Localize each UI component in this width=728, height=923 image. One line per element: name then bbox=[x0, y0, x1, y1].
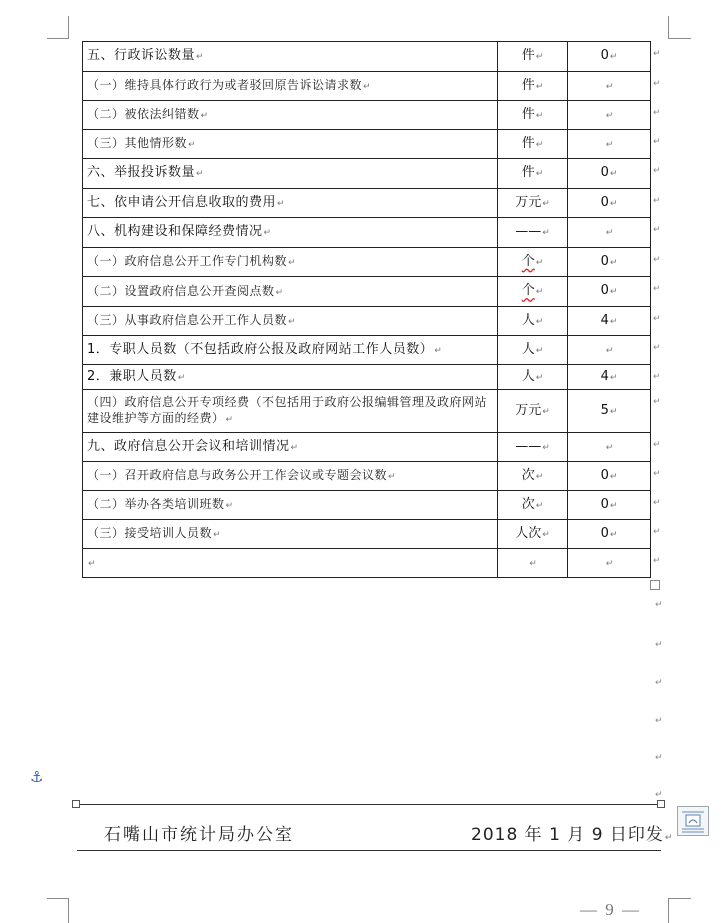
item-label: （二）设置政府信息公开查阅点数 bbox=[87, 283, 275, 298]
paragraph-mark: ↵ bbox=[605, 345, 614, 356]
unit-label: —— bbox=[515, 224, 542, 239]
paragraph-mark: ↵ bbox=[213, 530, 222, 540]
paragraph-mark: ↵ bbox=[609, 257, 618, 268]
paragraph-mark: ↵ bbox=[277, 198, 286, 209]
row-end-mark: ↵ bbox=[653, 498, 661, 508]
item-label: （四）政府信息公开专项经费（不包括用于政府公报编辑管理及政府网站建设维护等方面的经费） bbox=[87, 395, 488, 425]
empty-paragraph-mark: ↵ bbox=[655, 678, 663, 688]
empty-paragraph-mark: ↵ bbox=[655, 716, 663, 726]
crop-mark-bottom-left bbox=[47, 898, 69, 923]
table-row[interactable] bbox=[83, 462, 651, 491]
value-cell[interactable] bbox=[568, 549, 651, 578]
unit-label: 人 bbox=[521, 368, 535, 384]
empty-paragraph-mark: ↵ bbox=[655, 753, 663, 763]
paragraph-mark: ↵ bbox=[609, 500, 618, 511]
value-label: 0 bbox=[600, 467, 609, 483]
item-cell[interactable] bbox=[83, 520, 498, 549]
unit-cell[interactable] bbox=[498, 365, 568, 390]
unit-label: 万元 bbox=[515, 402, 542, 418]
paragraph-mark: ↵ bbox=[263, 228, 272, 238]
value-label: 0 bbox=[600, 283, 609, 298]
paragraph-mark: ↵ bbox=[605, 228, 614, 238]
paragraph-mark: ↵ bbox=[196, 52, 205, 62]
item-cell[interactable] bbox=[83, 365, 498, 390]
unit-label: 人 bbox=[521, 312, 535, 328]
unit-cell[interactable] bbox=[498, 101, 568, 130]
issue-date: 2018 年 1 月 9 日印发↵ bbox=[471, 825, 674, 845]
paragraph-mark: ↵ bbox=[535, 316, 544, 327]
table-row[interactable] bbox=[83, 101, 651, 130]
unit-label: 件 bbox=[521, 135, 535, 151]
value-cell[interactable] bbox=[568, 390, 651, 433]
row-end-mark: ↵ bbox=[653, 225, 661, 235]
row-end-mark: ↵ bbox=[653, 166, 661, 176]
paragraph-mark: ↵ bbox=[609, 471, 618, 482]
item-cell[interactable] bbox=[83, 336, 498, 365]
item-cell[interactable] bbox=[83, 248, 498, 277]
paragraph-mark: ↵ bbox=[605, 81, 614, 92]
paragraph-mark: ↵ bbox=[609, 406, 618, 417]
unit-cell[interactable] bbox=[498, 72, 568, 101]
paragraph-mark: ↵ bbox=[609, 52, 618, 62]
row-end-mark: ↵ bbox=[653, 343, 661, 353]
paragraph-mark: ↵ bbox=[275, 287, 284, 298]
paragraph-mark: ↵ bbox=[605, 110, 614, 121]
unit-cell[interactable] bbox=[498, 248, 568, 277]
statistics-table[interactable] bbox=[82, 41, 651, 578]
item-cell[interactable] bbox=[83, 491, 498, 520]
unit-label: 个 bbox=[521, 253, 535, 269]
row-end-mark: ↵ bbox=[653, 49, 661, 59]
paragraph-mark: ↵ bbox=[290, 442, 299, 453]
empty-paragraph-mark: ↵ bbox=[655, 640, 663, 650]
item-label: 七、依申请公开信息收取的费用 bbox=[87, 194, 277, 210]
table-row[interactable] bbox=[83, 248, 651, 277]
unit-cell[interactable] bbox=[498, 520, 568, 549]
paragraph-mark: ↵ bbox=[177, 372, 186, 383]
value-cell[interactable] bbox=[568, 248, 651, 277]
value-label: 4 bbox=[600, 312, 609, 328]
unit-cell[interactable] bbox=[498, 307, 568, 336]
unit-cell[interactable] bbox=[498, 159, 568, 189]
issuing-office: 石嘴山市统计局办公室 bbox=[104, 825, 294, 845]
table-row[interactable] bbox=[83, 390, 651, 433]
item-cell[interactable] bbox=[83, 101, 498, 130]
value-cell[interactable] bbox=[568, 433, 651, 462]
item-cell[interactable] bbox=[83, 549, 498, 578]
value-cell[interactable] bbox=[568, 520, 651, 549]
table-row[interactable] bbox=[83, 218, 651, 248]
row-end-mark: ↵ bbox=[653, 527, 661, 537]
footer-top-rule bbox=[77, 804, 661, 805]
item-cell[interactable] bbox=[83, 277, 498, 307]
unit-cell[interactable] bbox=[498, 336, 568, 365]
paragraph-mark: ↵ bbox=[605, 442, 614, 453]
value-label: 0 bbox=[600, 194, 609, 210]
paragraph-mark: ↵ bbox=[542, 198, 550, 209]
table-row[interactable] bbox=[83, 433, 651, 462]
value-cell[interactable] bbox=[568, 218, 651, 248]
item-cell[interactable] bbox=[83, 462, 498, 491]
item-label: （一）政府信息公开工作专门机构数 bbox=[87, 254, 288, 268]
row-end-mark: ↵ bbox=[653, 108, 661, 118]
paragraph-mark: ↵ bbox=[535, 139, 544, 150]
item-cell[interactable] bbox=[83, 390, 498, 433]
unit-label: 次 bbox=[521, 496, 535, 512]
unit-label: 人 bbox=[521, 341, 535, 357]
empty-paragraph-mark: ↵ bbox=[655, 600, 663, 610]
item-cell[interactable] bbox=[83, 72, 498, 101]
paragraph-mark: ↵ bbox=[609, 529, 618, 540]
paragraph-mark: ↵ bbox=[542, 442, 550, 453]
item-label: （三）从事政府信息公开工作人员数 bbox=[87, 313, 288, 327]
item-label: 2．兼职人员数 bbox=[87, 368, 177, 384]
value-label: 0 bbox=[600, 496, 609, 512]
unit-label: 个 bbox=[521, 283, 535, 298]
paragraph-mark: ↵ bbox=[188, 140, 197, 150]
unit-label: 件 bbox=[521, 77, 535, 93]
table-row[interactable] bbox=[83, 336, 651, 365]
paragraph-mark: ↵ bbox=[535, 81, 544, 92]
paragraph-mark: ↵ bbox=[535, 471, 544, 482]
paragraph-mark: ↵ bbox=[288, 317, 297, 327]
unit-cell[interactable] bbox=[498, 491, 568, 520]
value-label: 0 bbox=[600, 165, 609, 180]
paragraph-mark: ↵ bbox=[535, 110, 544, 121]
row-end-mark: ↵ bbox=[653, 255, 661, 265]
value-label: 0 bbox=[600, 48, 609, 63]
value-cell[interactable] bbox=[568, 42, 651, 72]
table-row[interactable] bbox=[83, 307, 651, 336]
table-row[interactable] bbox=[83, 365, 651, 390]
paragraph-mark: ↵ bbox=[535, 257, 544, 268]
table-row[interactable] bbox=[83, 189, 651, 218]
paragraph-mark: ↵ bbox=[609, 287, 618, 297]
item-cell[interactable] bbox=[83, 218, 498, 248]
unit-label: 万元 bbox=[515, 194, 542, 210]
table-row[interactable] bbox=[83, 130, 651, 159]
item-label: （一）召开政府信息与政务公开工作会议或专题会议数 bbox=[87, 468, 388, 482]
paragraph-mark: ↵ bbox=[88, 558, 97, 569]
unit-label: 件 bbox=[521, 48, 535, 63]
paragraph-mark: ↵ bbox=[542, 228, 550, 238]
paragraph-mark: ↵ bbox=[535, 345, 544, 356]
unit-cell[interactable] bbox=[498, 277, 568, 307]
item-cell[interactable] bbox=[83, 189, 498, 218]
unit-label: 件 bbox=[521, 165, 535, 180]
table-row[interactable] bbox=[83, 72, 651, 101]
table-row[interactable] bbox=[83, 159, 651, 189]
crop-mark-top-left bbox=[47, 16, 69, 39]
crop-mark-top-right bbox=[668, 16, 691, 39]
row-end-mark: ↵ bbox=[653, 372, 661, 382]
paragraph-mark: ↵ bbox=[535, 500, 544, 511]
item-label: （三）其他情形数 bbox=[87, 136, 188, 150]
row-end-mark: ↵ bbox=[653, 314, 661, 324]
item-cell[interactable] bbox=[83, 307, 498, 336]
paragraph-mark: ↵ bbox=[196, 169, 205, 179]
value-cell[interactable] bbox=[568, 462, 651, 491]
table-resize-handle[interactable] bbox=[650, 580, 660, 590]
paragraph-mark: ↵ bbox=[609, 169, 618, 179]
value-cell[interactable] bbox=[568, 491, 651, 520]
unit-cell[interactable] bbox=[498, 549, 568, 578]
item-label: 九、政府信息公开会议和培训情况 bbox=[87, 438, 290, 454]
item-label: （三）接受培训人员数 bbox=[87, 526, 213, 540]
value-cell[interactable] bbox=[568, 159, 651, 189]
paragraph-mark: ↵ bbox=[434, 345, 443, 356]
table-row[interactable] bbox=[83, 277, 651, 307]
paragraph-mark: ↵ bbox=[605, 139, 614, 150]
value-cell[interactable] bbox=[568, 277, 651, 307]
item-label: 六、举报投诉数量 bbox=[87, 165, 196, 180]
unit-cell[interactable] bbox=[498, 218, 568, 248]
text-wrap-icon bbox=[678, 807, 708, 835]
paragraph-mark: ↵ bbox=[535, 287, 544, 297]
layout-options-button[interactable] bbox=[677, 806, 709, 836]
row-end-mark: ↵ bbox=[653, 137, 661, 147]
value-cell[interactable] bbox=[568, 101, 651, 130]
table-row[interactable] bbox=[83, 549, 651, 578]
paragraph-mark: ↵ bbox=[609, 198, 618, 209]
row-end-mark: ↵ bbox=[653, 284, 661, 294]
unit-cell[interactable] bbox=[498, 462, 568, 491]
item-label: （二）被依法纠错数 bbox=[87, 107, 200, 121]
row-end-mark: ↵ bbox=[653, 556, 661, 566]
item-label: 1．专职人员数（不包括政府公报及政府网站工作人员数） bbox=[87, 341, 434, 357]
item-cell[interactable] bbox=[83, 130, 498, 159]
value-label: 4 bbox=[600, 368, 609, 384]
table-row[interactable] bbox=[83, 520, 651, 549]
paragraph-mark: ↵ bbox=[529, 558, 537, 569]
table-row[interactable] bbox=[83, 42, 651, 72]
value-cell[interactable] bbox=[568, 336, 651, 365]
shape-handle-left[interactable] bbox=[72, 800, 80, 808]
paragraph-mark: ↵ bbox=[363, 82, 372, 92]
unit-cell[interactable] bbox=[498, 189, 568, 218]
value-cell[interactable] bbox=[568, 365, 651, 390]
unit-label: —— bbox=[515, 438, 542, 454]
paragraph-mark: ↵ bbox=[605, 558, 614, 569]
item-cell[interactable] bbox=[83, 433, 498, 462]
item-label: （一）维持具体行政行为或者驳回原告诉讼请求数 bbox=[87, 78, 363, 92]
row-end-mark: ↵ bbox=[653, 196, 661, 206]
item-label: （二）举办各类培训班数 bbox=[87, 497, 225, 511]
row-end-mark: ↵ bbox=[653, 440, 661, 450]
unit-label: 人次 bbox=[515, 525, 542, 541]
row-end-mark: ↵ bbox=[653, 79, 661, 89]
paragraph-mark: ↵ bbox=[609, 372, 618, 383]
paragraph-mark: ↵ bbox=[225, 415, 234, 425]
unit-label: 次 bbox=[521, 467, 535, 483]
item-label: 八、机构建设和保障经费情况 bbox=[87, 224, 263, 239]
anchor-icon[interactable]: ⚓ bbox=[30, 768, 44, 786]
item-label: 五、行政诉讼数量 bbox=[87, 48, 196, 63]
unit-cell[interactable] bbox=[498, 42, 568, 72]
paragraph-mark: ↵ bbox=[535, 372, 544, 383]
value-cell[interactable] bbox=[568, 307, 651, 336]
paragraph-mark: ↵ bbox=[535, 52, 544, 62]
unit-cell[interactable] bbox=[498, 433, 568, 462]
value-label: 0 bbox=[600, 253, 609, 269]
crop-mark-bottom-right bbox=[668, 898, 691, 923]
unit-cell[interactable] bbox=[498, 390, 568, 433]
paragraph-mark: ↵ bbox=[200, 111, 209, 121]
paragraph-mark: ↵ bbox=[542, 406, 550, 417]
paragraph-mark: ↵ bbox=[542, 529, 550, 540]
unit-label: 件 bbox=[521, 106, 535, 122]
empty-paragraph-mark: ↵ bbox=[655, 790, 663, 800]
row-end-mark: ↵ bbox=[653, 469, 661, 479]
value-cell[interactable] bbox=[568, 130, 651, 159]
item-cell[interactable] bbox=[83, 42, 498, 72]
paragraph-mark: ↵ bbox=[225, 501, 234, 511]
paragraph-mark: ↵ bbox=[388, 472, 397, 482]
value-cell[interactable] bbox=[568, 72, 651, 101]
row-end-mark: ↵ bbox=[653, 397, 661, 407]
value-label: 0 bbox=[600, 525, 609, 541]
value-label: 5 bbox=[600, 402, 609, 418]
paragraph-mark: ↵ bbox=[609, 316, 618, 327]
footer-bottom-rule bbox=[77, 850, 661, 851]
shape-handle-right[interactable] bbox=[657, 800, 665, 808]
paragraph-mark: ↵ bbox=[288, 258, 297, 268]
paragraph-mark: ↵ bbox=[535, 169, 544, 179]
page-number: — 9 — bbox=[580, 900, 641, 919]
value-cell[interactable] bbox=[568, 189, 651, 218]
table-row[interactable] bbox=[83, 491, 651, 520]
item-cell[interactable] bbox=[83, 159, 498, 189]
unit-cell[interactable] bbox=[498, 130, 568, 159]
